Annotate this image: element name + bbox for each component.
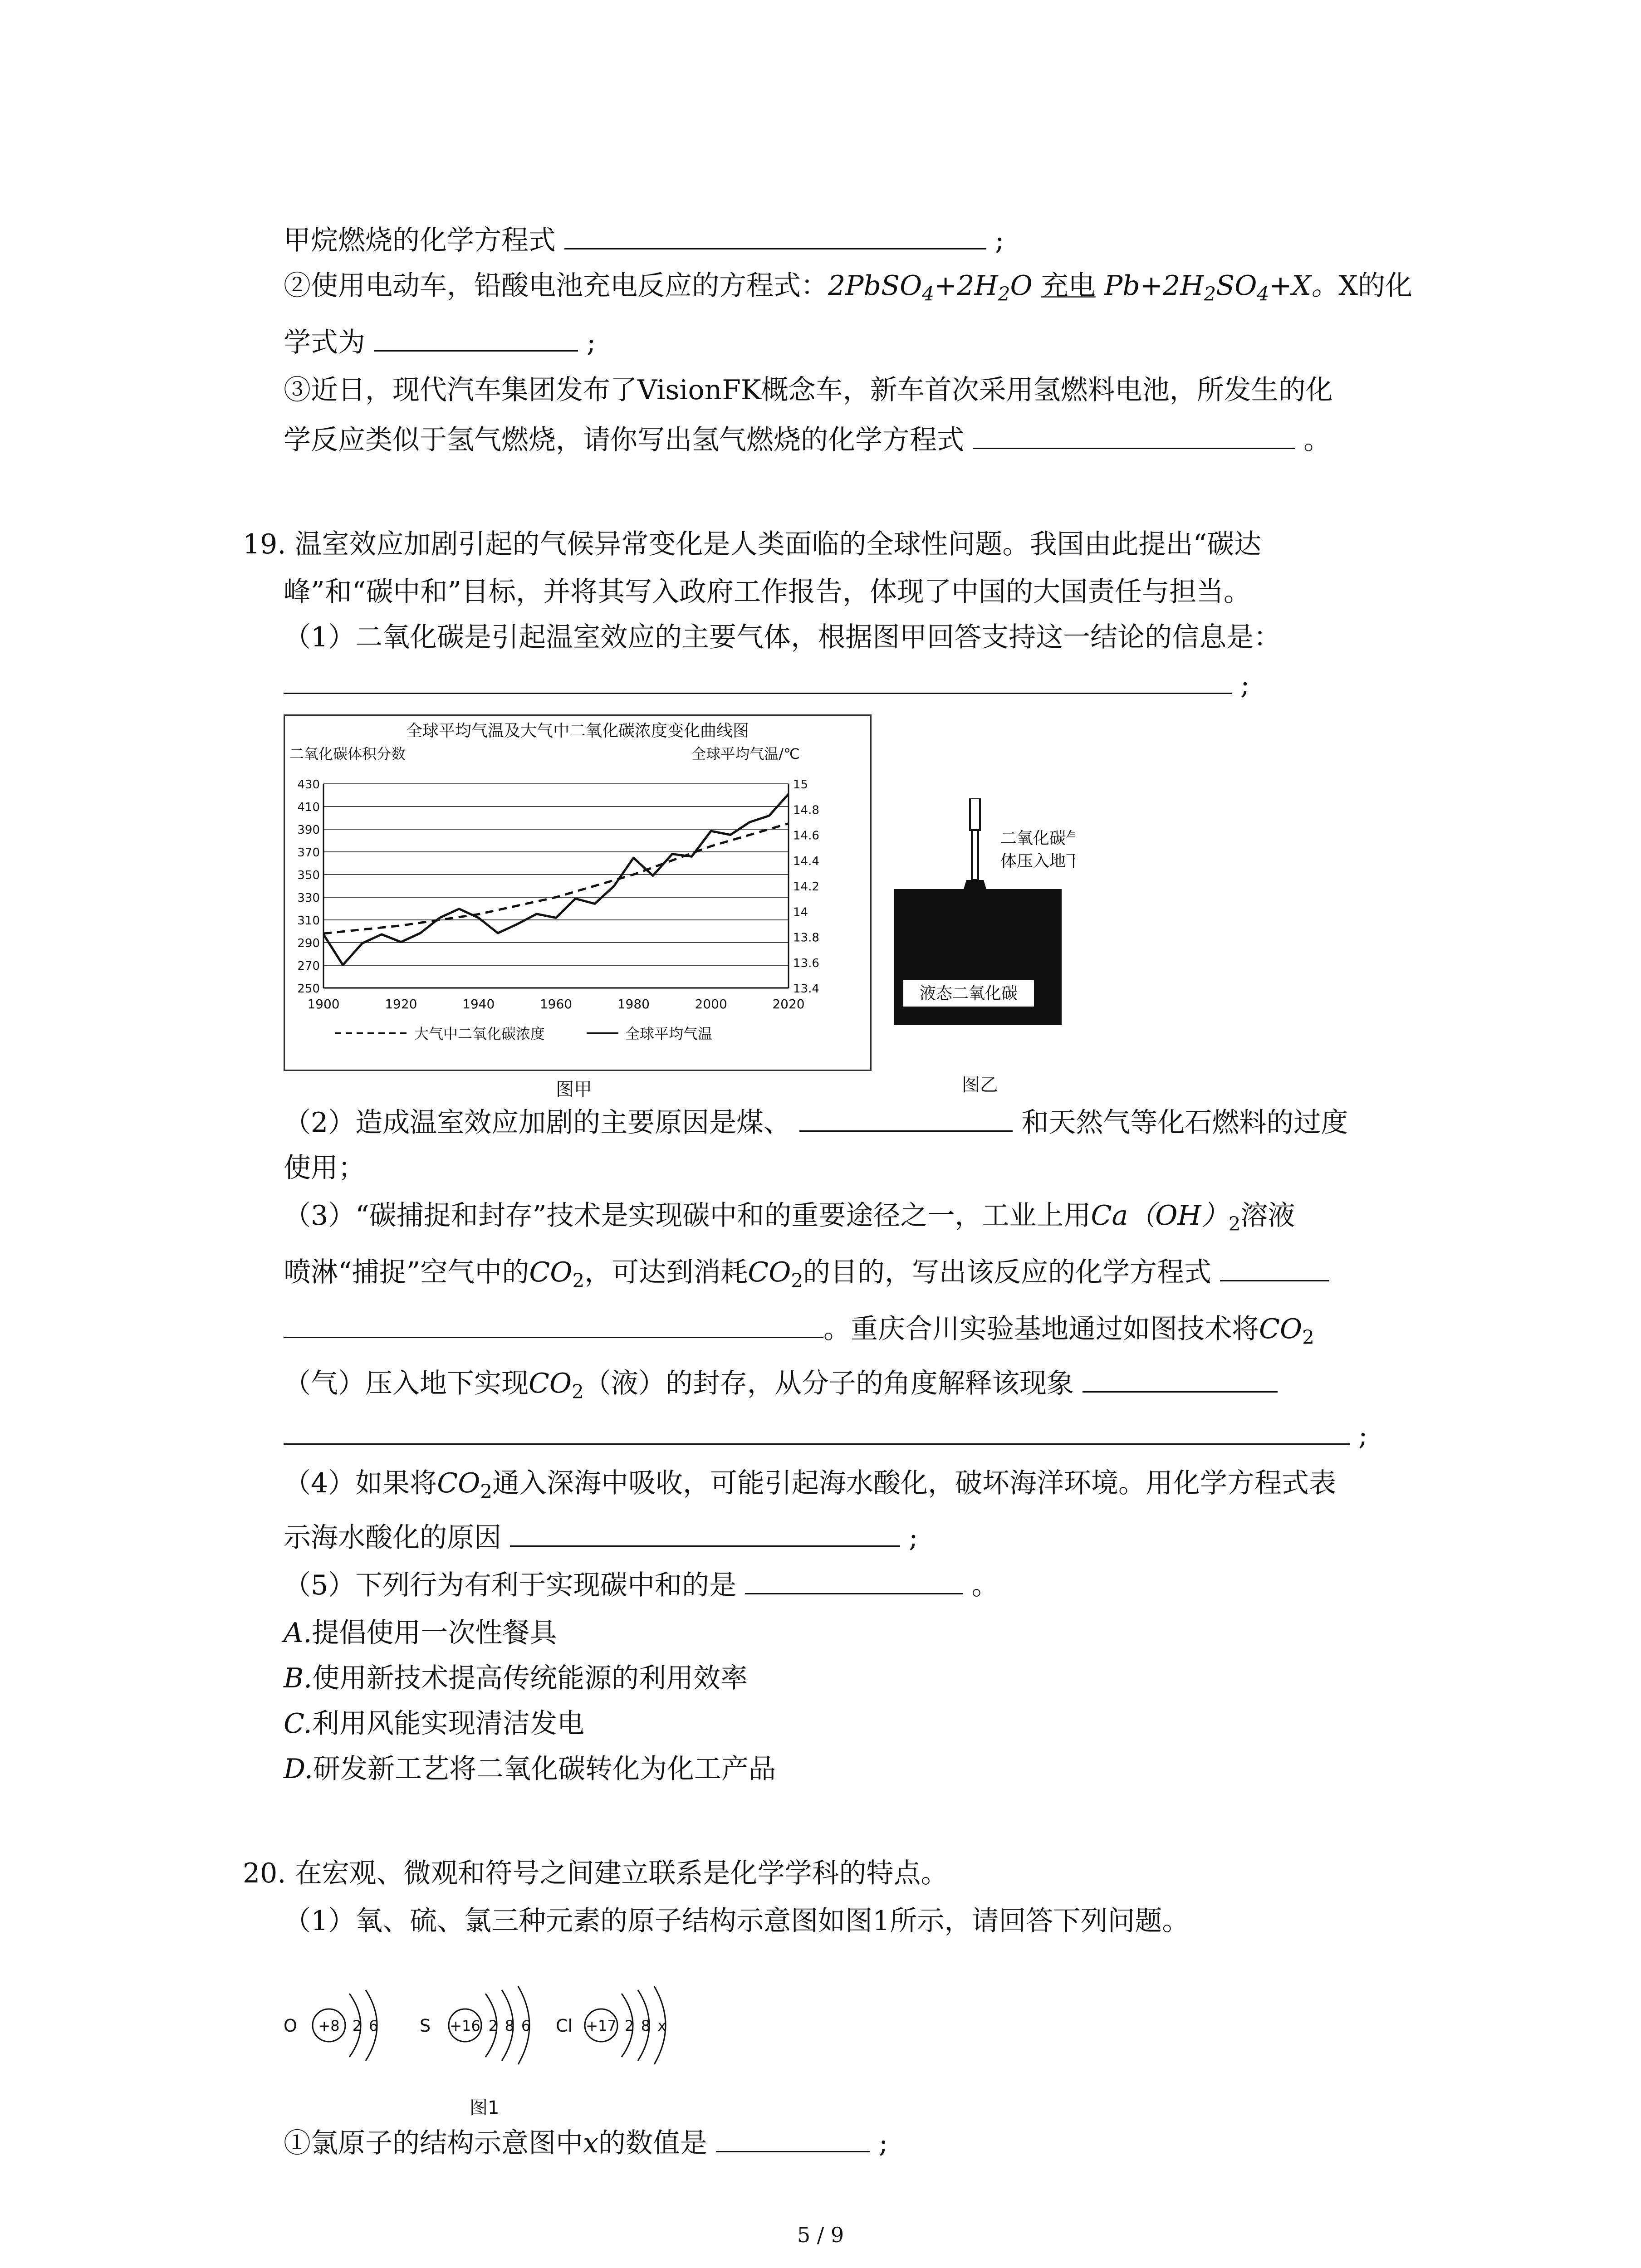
q19-part3b: 喷淋“捕捉”空气中的$CO_2$，可达到消耗$CO_2$的目的，写出该反应的化学方程式 — [284, 1259, 1329, 1290]
co2-storage-figure — [894, 798, 1075, 1034]
fig-jia-caption: 图甲 — [556, 1079, 592, 1100]
y-left-tick-label: 430 — [297, 778, 320, 792]
electron-count: 2 — [352, 2017, 362, 2034]
q18-line4: ③近日，现代汽车集团发布了VisionFK概念车，新车首次采用氢燃料电池，所发生的化 — [284, 374, 1333, 406]
q19-part1-answer: ; — [284, 671, 1249, 699]
question-number: 20. — [243, 1857, 286, 1889]
question-number: 19. — [243, 528, 286, 560]
fig1-caption: 图1 — [470, 2097, 500, 2118]
injection-label-top: 二氧化碳气 — [1000, 829, 1075, 848]
electron-count: 8 — [641, 2017, 651, 2034]
reaction-condition: 充电 — [1041, 270, 1096, 302]
pipe-top — [970, 798, 980, 830]
nucleus-charge: +17 — [586, 2017, 617, 2034]
x-tick-label: 2020 — [772, 997, 805, 1012]
answer-blank-acidification[interactable] — [510, 1545, 900, 1547]
chart-title: 全球平均气温及大气中二氧化碳浓度变化曲线图 — [406, 722, 749, 740]
option-a: A.提倡使用一次性餐具 — [284, 1617, 557, 1649]
answer-blank-fossil-fuel[interactable] — [799, 1130, 1013, 1132]
chart-canvas — [285, 716, 870, 1070]
q19-part4b: 示海水酸化的原因 ; — [284, 1522, 918, 1554]
y-right-tick-label: 14 — [793, 905, 808, 919]
x-tick-label: 1940 — [462, 997, 495, 1012]
q19-part3d: （气）压入地下实现$CO_2$（液）的封存，从分子的角度解释该现象 — [284, 1370, 1278, 1402]
y-left-tick-label: 370 — [297, 846, 320, 860]
electron-count: 8 — [505, 2017, 514, 2034]
y-left-tick-label: 330 — [297, 891, 320, 905]
answer-blank-x-formula[interactable] — [374, 350, 578, 352]
injection-label-bottom: 体压入地下 — [1000, 852, 1075, 870]
y-left-tick-label: 270 — [297, 959, 320, 973]
q19-part5: （5）下列行为有利于实现碳中和的是 。 — [284, 1569, 999, 1601]
q19-part2: （2）造成温室效应加剧的主要原因是煤、 和天然气等化石燃料的过度 — [284, 1107, 1348, 1139]
electron-count: x — [657, 2017, 666, 2034]
element-symbol: S — [420, 2016, 431, 2036]
q19-part4a: （4）如果将$CO_2$通入深海中吸收，可能引起海水酸化，破坏海洋环境。用化学方程式表 — [284, 1467, 1337, 1503]
q19-part3a: （3）“碳捕捉和封存”技术是实现碳中和的重要途径之一，工业上用$Ca(OH)_2$溶液 — [284, 1200, 1295, 1235]
q19-part2-cont: 使用； — [284, 1152, 365, 1184]
y-left-tick-label: 350 — [297, 869, 320, 882]
q19-part3c: 。重庆合川实验基地通过如图技术将$CO_2$ — [284, 1315, 1314, 1347]
answer-blank-capture-eq-2[interactable] — [284, 1336, 823, 1338]
fig-yi-caption: 图乙 — [962, 1075, 998, 1095]
y-left-tick-label: 290 — [297, 937, 320, 950]
x-tick-label: 1900 — [307, 997, 340, 1012]
q20-part1: （1）氧、硫、氯三种元素的原子结构示意图如图1所示，请回答下列问题。 — [284, 1905, 1190, 1937]
q18-line2: ②使用电动车，铅酸电池充电反应的方程式：$2PbSO_4+2H_2O$ 充电 $Pb+2H_2SO_4+X$。X的化 — [284, 270, 1412, 305]
y-right-tick-label: 13.8 — [793, 931, 819, 945]
element-symbol: O — [284, 2016, 297, 2036]
y-right-tick-label: 15 — [793, 778, 808, 792]
answer-blank-hydrogen[interactable] — [973, 447, 1295, 449]
pipe-shaft — [972, 830, 978, 880]
answer-blank-capture-eq-1[interactable] — [1220, 1280, 1329, 1281]
atomic-structure-diagram — [281, 1964, 699, 2087]
q19-part1: （1）二氧化碳是引起温室效应的主要气体，根据图甲回答支持这一结论的信息是： — [284, 621, 1281, 653]
q19-intro1: 19. 温室效应加剧引起的气候异常变化是人类面临的全球性问题。我国由此提出“碳达 — [243, 528, 1262, 560]
q18-line5: 学反应类似于氢气燃烧，请你写出氢气燃烧的化学方程式 。 — [284, 424, 1331, 456]
co2-temperature-chart — [284, 714, 872, 1071]
y-right-tick-label: 14.4 — [793, 854, 819, 868]
x-tick-label: 1920 — [385, 997, 417, 1012]
x-tick-label: 2000 — [695, 997, 727, 1012]
nucleus-charge: +8 — [318, 2017, 340, 2034]
answer-blank-molecular-1[interactable] — [1083, 1391, 1278, 1393]
electron-count: 6 — [368, 2017, 378, 2034]
q18-line3: 学式为 ; — [284, 327, 596, 358]
q18-methane-prompt: 甲烷燃烧的化学方程式 — [284, 225, 556, 256]
pipe-flange — [964, 880, 986, 889]
y-right-tick-label: 14.2 — [793, 880, 819, 894]
liquid-co2-label: 液态二氧化碳 — [919, 984, 1018, 1003]
answer-blank-x-value[interactable] — [716, 2151, 870, 2152]
y-left-tick-label: 310 — [297, 914, 320, 928]
y-left-tick-label: 250 — [297, 982, 320, 996]
legend-temp-label: 全球平均气温 — [625, 1025, 713, 1042]
answer-blank-carbon-neutral[interactable] — [745, 1593, 963, 1594]
element-symbol: Cl — [556, 2016, 573, 2036]
q20-q1: ①氯原子的结构示意图中x的数值是 ; — [284, 2127, 888, 2159]
option-b: B.使用新技术提高传统能源的利用效率 — [284, 1662, 748, 1694]
electron-count: 2 — [624, 2017, 634, 2034]
y-left-tick-label: 410 — [297, 801, 320, 814]
y-left-tick-label: 390 — [297, 823, 320, 837]
y-right-tick-label: 14.6 — [793, 829, 819, 843]
y-right-tick-label: 14.8 — [793, 803, 819, 817]
option-c: C.利用风能实现清洁发电 — [284, 1708, 584, 1740]
q19-intro2: 峰”和“碳中和”目标，并将其写入政府工作报告，体现了中国的大国责任与担当。 — [284, 576, 1251, 608]
x-tick-label: 1960 — [539, 997, 573, 1012]
y-right-tick-label: 13.4 — [793, 982, 819, 996]
q19-part3e: ; — [284, 1422, 1367, 1449]
y-right-axis-label: 全球平均气温/℃ — [691, 745, 800, 763]
electron-count: 2 — [488, 2017, 498, 2034]
x-tick-label: 1980 — [617, 997, 650, 1012]
page-number: 5 / 9 — [797, 2223, 844, 2247]
y-left-axis-label: 二氧化碳体积分数 — [289, 745, 406, 763]
series-temperature-line — [323, 794, 789, 965]
answer-blank-co2-evidence[interactable] — [284, 692, 1232, 694]
q20-intro: 20. 在宏观、微观和符号之间建立联系是化学学科的特点。 — [243, 1857, 948, 1889]
option-d: D.研发新工艺将二氧化碳转化为化工产品 — [284, 1753, 776, 1785]
nucleus-charge: +16 — [450, 2017, 480, 2034]
q18-line1: 甲烷燃烧的化学方程式 ; — [284, 225, 1004, 256]
y-right-tick-label: 13.6 — [793, 956, 819, 970]
electron-count: 6 — [521, 2017, 531, 2034]
answer-blank-molecular-2[interactable] — [284, 1443, 1350, 1445]
legend-co2-label: 大气中二氧化碳浓度 — [414, 1025, 545, 1042]
answer-blank-methane[interactable] — [564, 248, 986, 249]
